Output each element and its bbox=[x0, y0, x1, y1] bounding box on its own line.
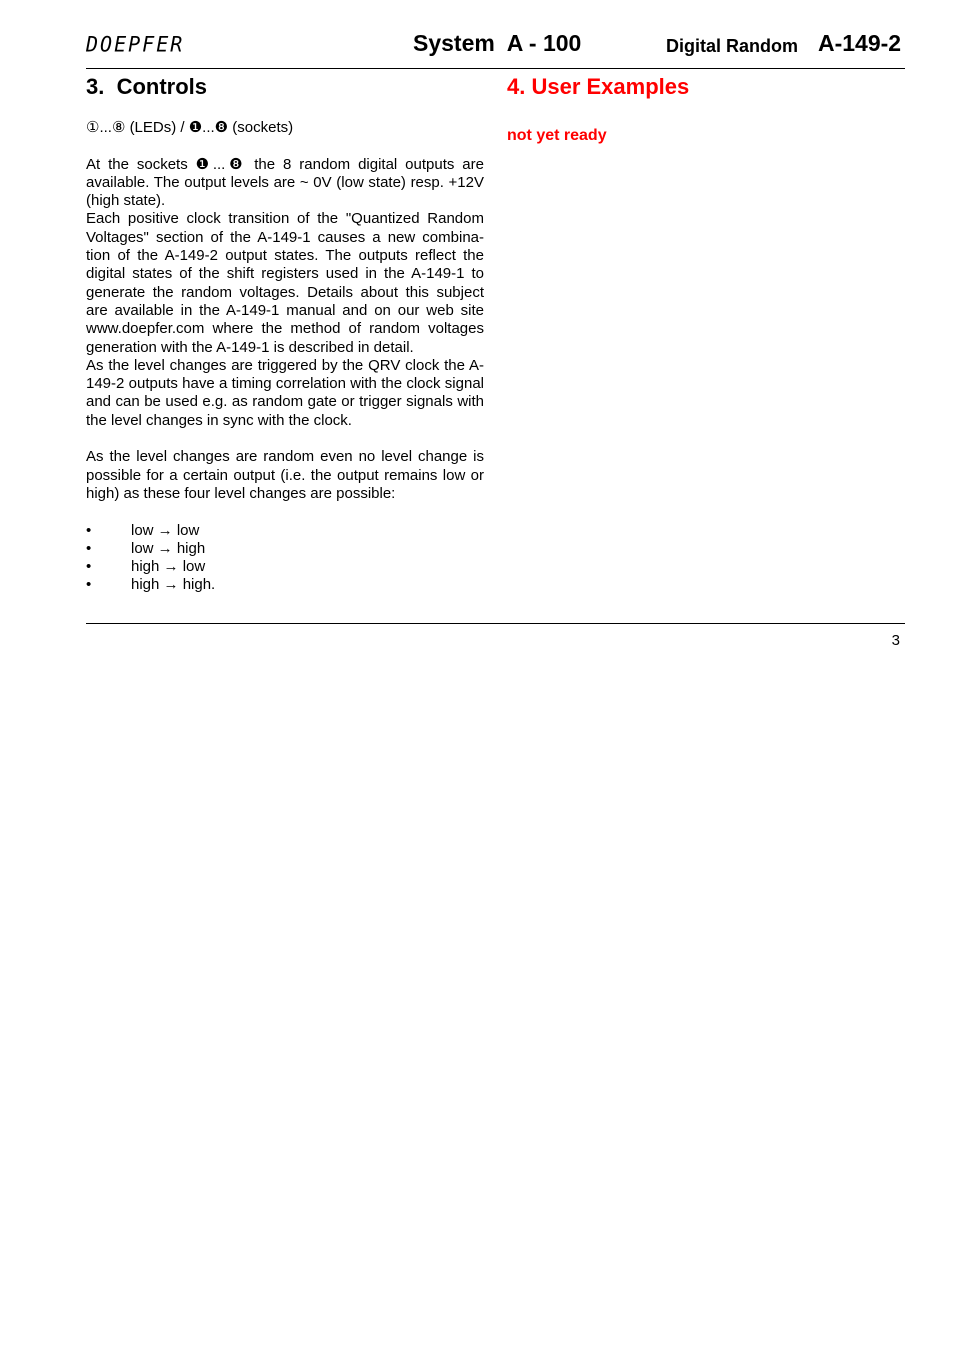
not-ready-notice: not yet ready bbox=[507, 127, 607, 144]
doepfer-logo: DOEPFER bbox=[86, 31, 185, 57]
list-item-text: high → low bbox=[131, 558, 206, 576]
list-item-text: low → high bbox=[131, 539, 206, 557]
list-item bbox=[86, 576, 484, 594]
clock-transition-paragraph: Each positive clock transition of the "Quantized Random Voltages" section of the A-149-1 causes a new combina-tion of the A-149-2 output states. The outputs reflect the digital states of the shift registers used in the A-149-1 to generate the random voltages. Details about this subject are available in the A-149-1 manual and on our web site www.doepfer.com where the method of random voltages generation with the A-149-1 is described in detail. bbox=[86, 210, 484, 356]
level-change-list bbox=[86, 522, 484, 595]
timing-paragraph: As the level changes are triggered by the QRV clock the A-149-2 outputs have a timing correlation with the clock signal and can be used e.g. as random gate or trigger signals with the level changes in sync with the clock. bbox=[86, 356, 484, 429]
sockets-paragraph: At the sockets ❶...❽ the 8 random digital outputs are available. The output levels are ~ 0V (low state) resp. +12V (high state). bbox=[86, 155, 484, 210]
user-examples-section bbox=[507, 73, 905, 145]
list-item-text: high → high. bbox=[131, 576, 216, 594]
bullet: • bbox=[86, 576, 92, 594]
page-number: 3 bbox=[891, 632, 900, 649]
page-header bbox=[86, 28, 905, 69]
level-change-paragraph: As the level changes are random even no level change is possible for a certain output (i.e. the output remains low or high) as these four level changes are possible: bbox=[86, 448, 484, 502]
list-item bbox=[86, 558, 484, 576]
user-examples-heading: 4. User Examples bbox=[507, 74, 690, 99]
bullet: • bbox=[86, 558, 92, 576]
bullet: • bbox=[86, 539, 92, 557]
module-name: Digital Random bbox=[666, 36, 799, 56]
bullet: • bbox=[86, 521, 92, 539]
list-item-text: low → low bbox=[131, 521, 200, 539]
list-item bbox=[86, 540, 484, 558]
module-code: A-149-2 bbox=[818, 30, 902, 56]
controls-heading: 3. Controls bbox=[86, 74, 208, 99]
footer-divider bbox=[86, 623, 905, 624]
controls-reference: ①...⑧ (LEDs) / ❶...❽ (sockets) bbox=[86, 119, 294, 136]
system-title: System A - 100 bbox=[413, 30, 582, 56]
controls-section bbox=[86, 73, 484, 595]
list-item bbox=[86, 522, 484, 540]
